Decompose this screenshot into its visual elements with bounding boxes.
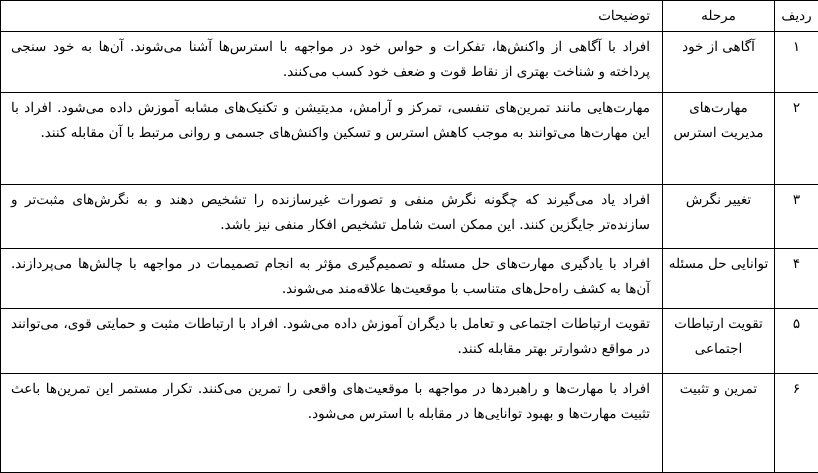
row-description: افراد با یادگیری مهارت‌های حل مسئله و تصمیم‌گیری مؤثر به انجام تصمیمات در مواجهه با چالش‌ها می‌پردازند. آن‌ها به کشف راه‌حل‌های متناسب با موقعیت‌ها علاقه‌مند می‌شوند.: [1, 249, 663, 309]
row-stage: تمرین و تثبیت: [663, 374, 775, 473]
table-row: [1, 309, 818, 374]
row-description: تقویت ارتباطات اجتماعی و تعامل با دیگران آموزش داده می‌شود. افراد با ارتباطات مثبت و حمایتی قوی، می‌توانند در مواقع دشوارتر بهتر مقابله کنند.: [1, 309, 663, 374]
row-description: افراد با آگاهی از واکنش‌ها، تفکرات و حواس خود در مواجهه با استرس‌ها آشنا می‌شوند. آن‌ها به خود سنجی پرداخته و شناخت بهتری از نقاط قوت و ضعف خود کسب می‌کنند.: [1, 32, 663, 93]
row-number: ۵: [775, 309, 818, 374]
row-number: ۴: [775, 249, 818, 309]
row-stage: تقویت ارتباطات اجتماعی: [663, 309, 775, 374]
row-description: افراد با مهارت‌ها و راهبردها در مواجهه با موقعیت‌های واقعی را تمرین می‌کنند. تکرار مستمر این تمرین‌ها باعث تثبیت مهارت‌ها و بهبود توانایی‌ها در مقابله با استرس می‌شود.: [1, 374, 663, 473]
table-row: [1, 32, 818, 93]
row-number: ۱: [775, 32, 818, 93]
table-row: [1, 93, 818, 185]
row-stage: توانایی حل مسئله: [663, 249, 775, 309]
row-number: ۳: [775, 185, 818, 249]
row-stage: تغییر نگرش: [663, 185, 775, 249]
row-number: ۲: [775, 93, 818, 185]
row-number: ۶: [775, 374, 818, 473]
row-description: مهارت‌هایی مانند تمرین‌های تنفسی، تمرکز و آرامش، مدیتیشن و تکنیک‌های مشابه آموزش داده می‌شود. افراد با این مهارت‌ها می‌توانند به موجب کاهش استرس و تسکین واکنش‌های جسمی و روانی مرتبط با آن مقابله کنند.: [1, 93, 663, 185]
row-stage: آگاهی از خود: [663, 32, 775, 93]
table-row: [1, 185, 818, 249]
table-header-row: [1, 1, 818, 32]
table-row: [1, 374, 818, 473]
header-number: ردیف: [775, 1, 818, 32]
row-stage: مهارت‌های مدیریت استرس: [663, 93, 775, 185]
row-description: افراد یاد می‌گیرند که چگونه نگرش منفی و تصورات غیرسازنده را تشخیص دهند و به نگرش‌های مثبت‌تر و سازنده‌تر جایگزین کنند. این ممکن است شامل تشخیص افکار منفی نیز باشد.: [1, 185, 663, 249]
header-stage: مرحله: [663, 1, 775, 32]
table-row: [1, 249, 818, 309]
header-description: توضیحات: [1, 1, 663, 32]
